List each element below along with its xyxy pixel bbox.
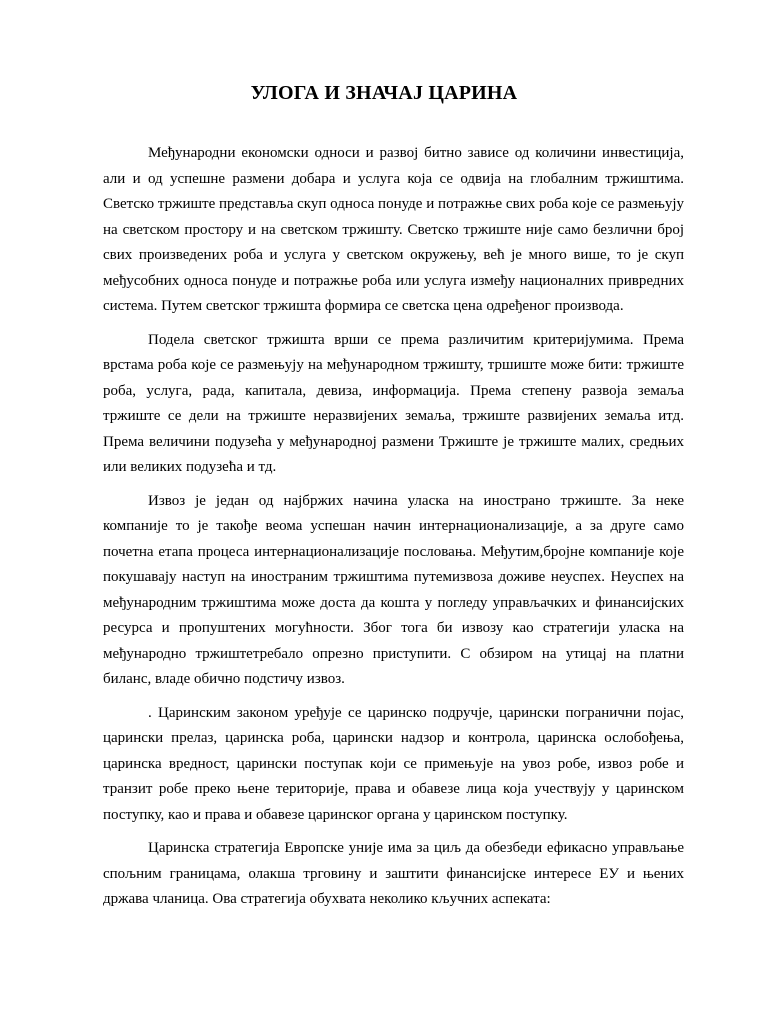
document-title: УЛОГА И ЗНАЧАЈ ЦАРИНА [250, 82, 518, 104]
paragraph-eu-customs-strategy: Царинска стратегија Европске уније има за циљ да обезбеди ефикасно управљање спољним границама, олакша трговину и заштити финансијске интересе ЕУ и њених држава чланица. Ова стратегија обухвата неколико кључних аспеката: [103, 840, 684, 907]
document-body [103, 141, 684, 921]
paragraph-export: Извоз је један од најбржих начина уласка на инострано тржиште. За неке компаније то је такође веома успешан начин интернационализације, а за друге само почетна етапа процеса интернационализације пословања. Међутим,бројне компаније које покушавају наступ на иностраним тржиштима путемизвоза доживе неуспех. Неуспех на међународним тржиштима може доста да кошта у погледу управљачких и финансијских ресурса и пропуштених могућности. Због тога би извозу као стратегији уласка на међународно тржиштетребало опрезно приступити. С обзиром на утицај на платни биланс, владе обично подстичу извоз. [103, 492, 684, 687]
paragraph-customs-law: . Царинским законом уређује се царинско подручје, царински погранични појас, царински прелаз, царинска роба, царински надзор и контрола, царинска ослобођења, царинска вредност, царински поступак који се примењује на увоз робе, извоз робе и транзит робе преко њене територије, права и обавезе лица која учествују у царинском поступку, као и права и обавезе царинског органа у царинском поступку. [103, 704, 684, 823]
paragraph-market-division: Подела светског тржишта врши се према различитим критеријумима. Према врстама роба које се размењују на међународном тржишту, тршиште може бити: тржиште роба, услуга, рада, капитала, девиза, информација. Према степену развоја земаља тржиште се дели на тржиште неразвијених земаља, тржиште развијених земаља итд. Према величини подузећа у међународној размени Тржиште је тржиште малих, средњих или великих подузећа и тд. [103, 331, 684, 475]
paragraph-world-market: Међународни економски односи и развој битно зависе од количини инвестиција, али и од успешне размени добара и услуга која се одвија на глобалним тржиштима. Светско тржиште представља скуп односа понуде и потражње свих роба које се размењују на светском простору и на светском тржишту. Светско тржиште није само безлични број свих произведених роба и услуга у светском окружењу, већ је много више, то је скуп међусобних односа понуде и потражње роба или услуга између националних привредних система. Путем светског тржишта формира се светска цена одређеног производа. [103, 145, 684, 314]
